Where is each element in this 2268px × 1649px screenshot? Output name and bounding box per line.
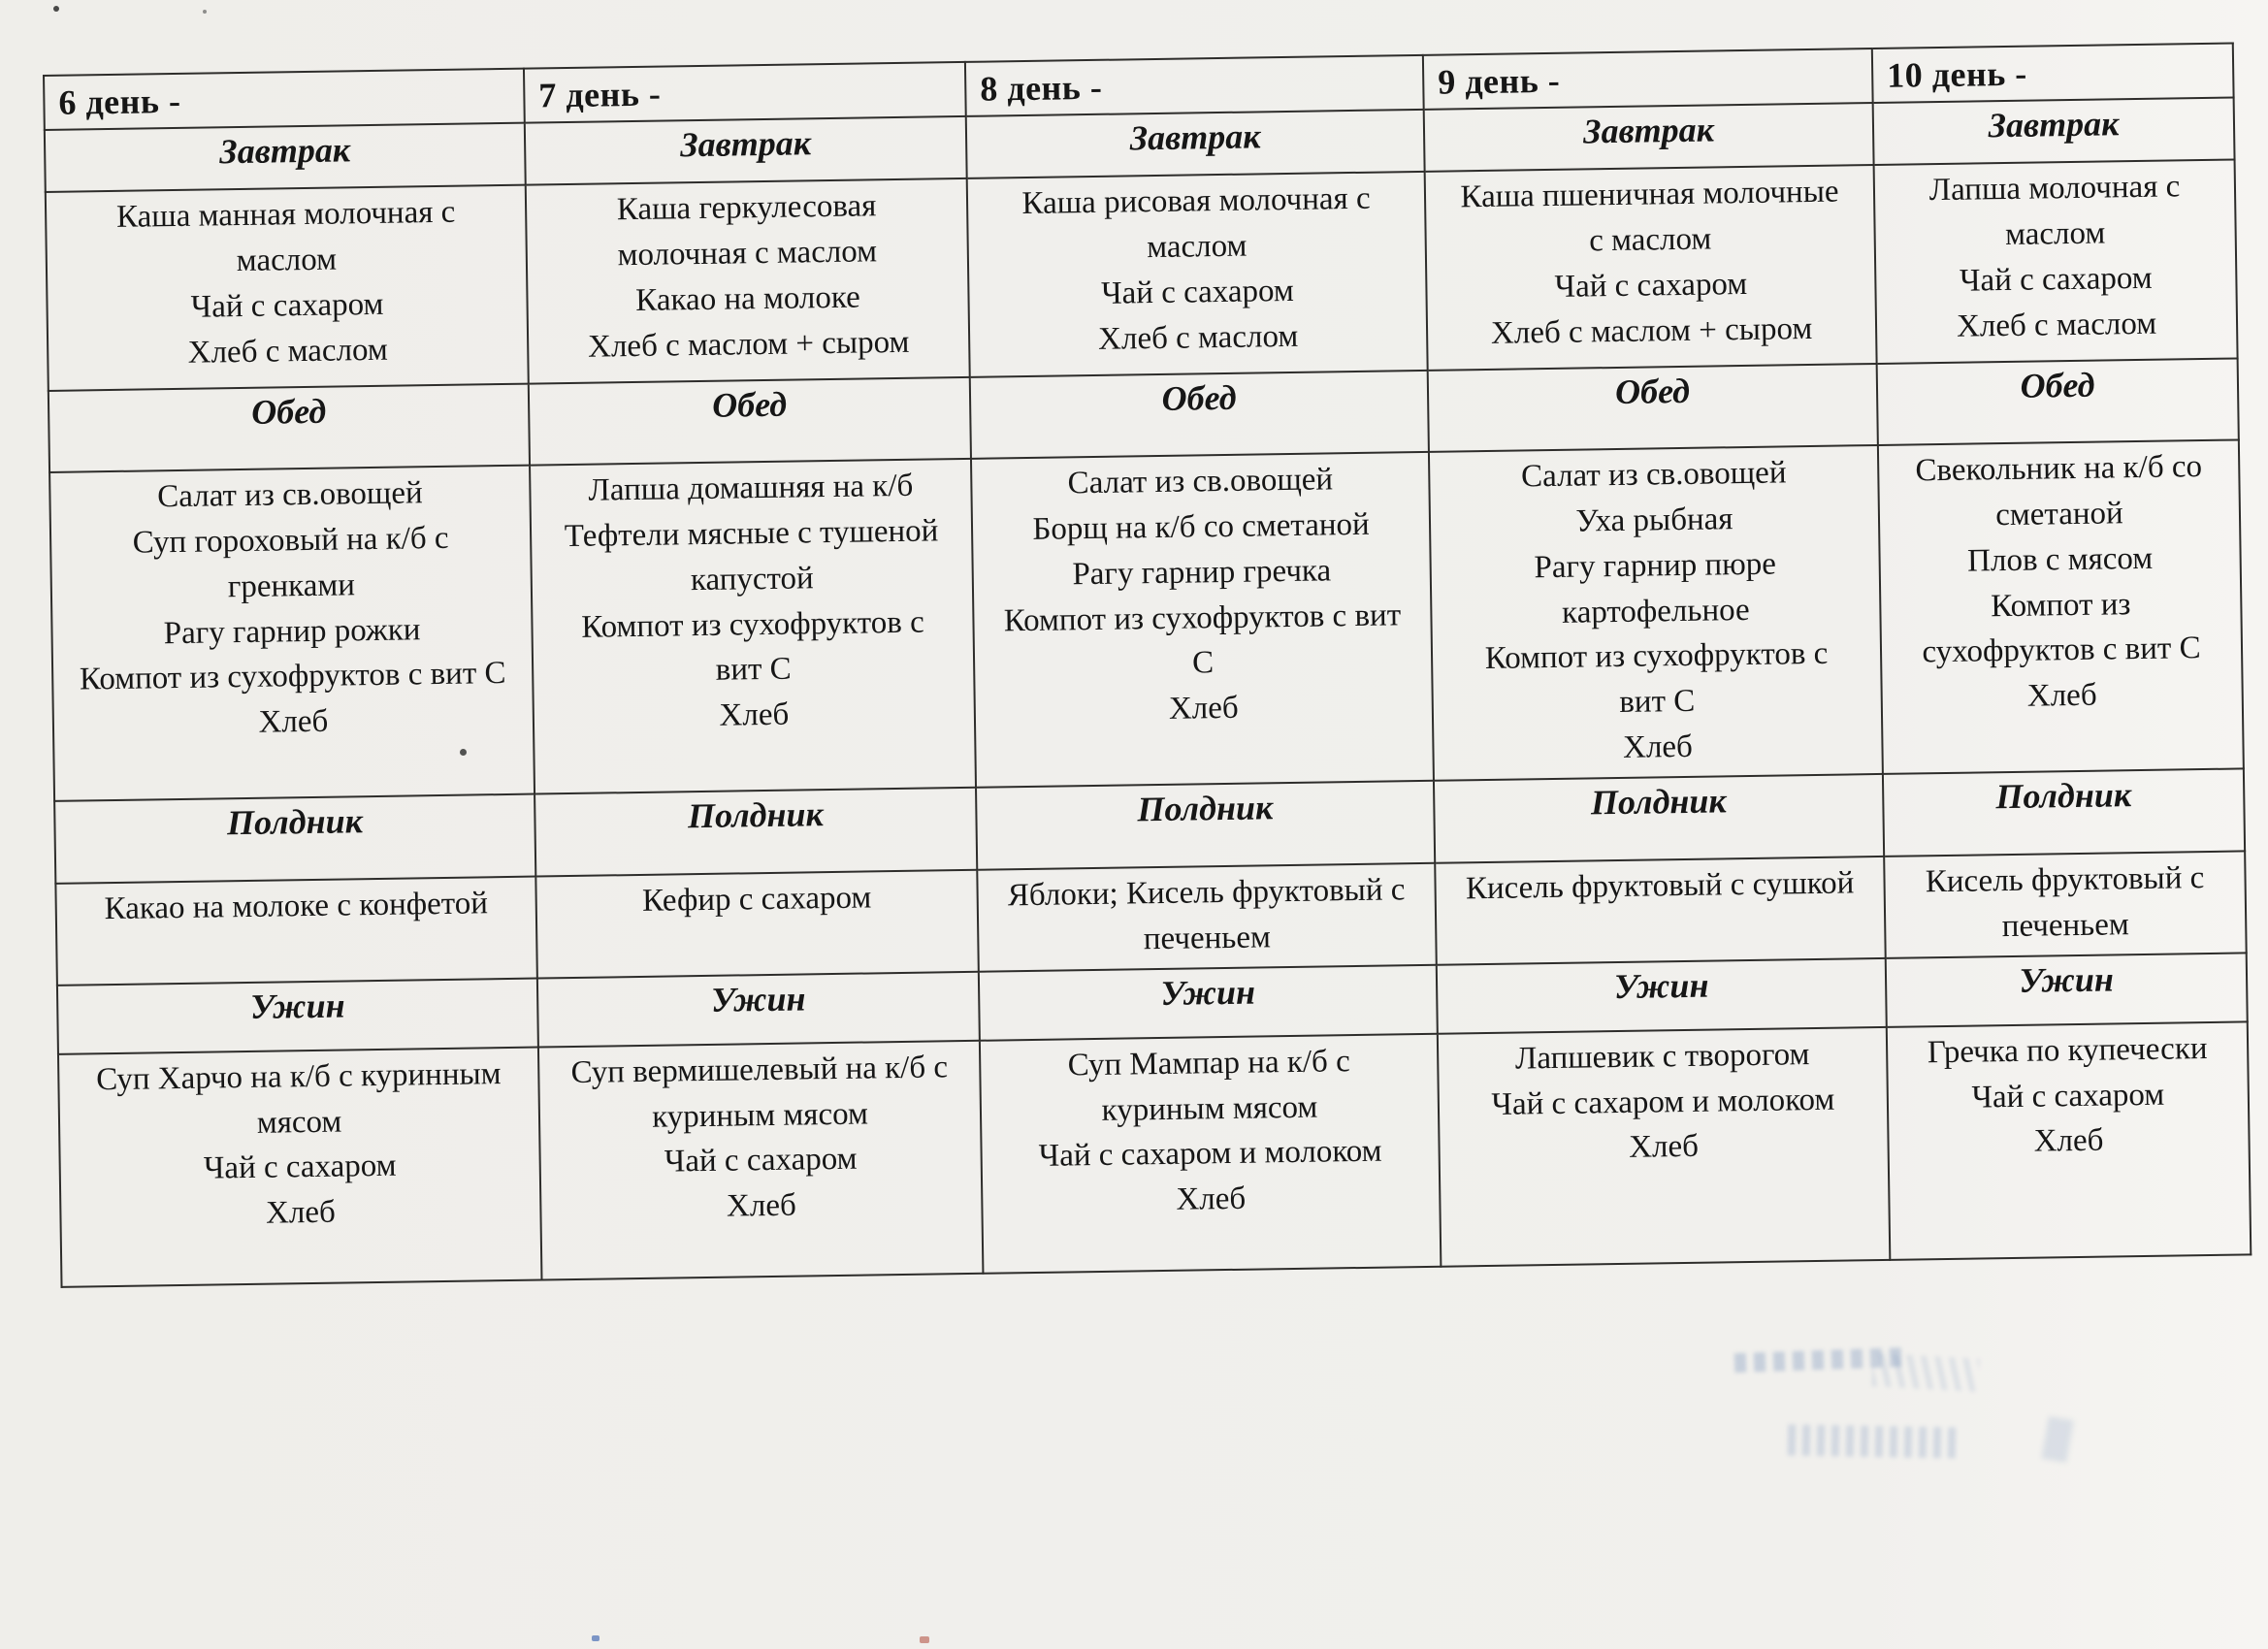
menu-item: Кефир с сахаром xyxy=(641,880,872,919)
day-10-lunch-label: Обед xyxy=(1877,358,2239,445)
day-7-snack-label: Полдник xyxy=(535,788,977,877)
menu-item: Салат из св.овощей xyxy=(157,475,423,515)
day-9-dinner-items xyxy=(1438,1027,1891,1267)
day-7-breakfast-items xyxy=(526,178,970,384)
day-9-title: 9 день - xyxy=(1423,48,1873,110)
day-8-breakfast-label: Завтрак xyxy=(966,110,1425,178)
menu-item: Лапша молочная с маслом xyxy=(1928,169,2181,252)
faded-stamp-mark xyxy=(1871,1353,1980,1392)
menu-item: Хлеб с маслом + сыром xyxy=(587,324,910,365)
menu-item: Каша геркулесовая молочная с маслом xyxy=(616,188,878,274)
menu-item: Гречка по купечески xyxy=(1927,1030,2208,1071)
menu-item: Хлеб xyxy=(1628,1129,1700,1166)
faded-stamp-mark xyxy=(2041,1416,2073,1463)
day-6-snack-items xyxy=(55,877,536,986)
menu-sheet xyxy=(43,42,2252,1287)
scan-speck xyxy=(592,1635,599,1641)
day-9-snack-items xyxy=(1435,857,1886,965)
menu-item: Чай с сахаром xyxy=(1554,266,1748,305)
day-9-dinner-label: Ужин xyxy=(1437,958,1887,1034)
day-7-snack-items xyxy=(535,870,979,978)
day-7-lunch-label: Обед xyxy=(529,377,971,466)
menu-item: Хлеб xyxy=(2033,1123,2104,1160)
menu-item: Чай с сахаром xyxy=(664,1142,858,1180)
menu-item: Суп вермишелевый на к/б с куриным мясом xyxy=(570,1050,949,1135)
menu-item: Салат из св.овощей xyxy=(1520,455,1787,495)
menu-item: Хлеб с маслом xyxy=(1097,318,1299,357)
menu-item: Яблоки; Кисель фруктовый с печеньем xyxy=(1007,872,1406,957)
day-7-breakfast-label: Завтрак xyxy=(525,116,967,185)
scan-speck xyxy=(203,10,207,14)
day-8-title: 8 день - xyxy=(965,55,1424,116)
menu-item: Хлеб xyxy=(258,704,329,741)
day-6-breakfast-label: Завтрак xyxy=(45,123,526,192)
day-10-snack-label: Полдник xyxy=(1883,768,2245,857)
menu-item: Компот из сухофруктов с вит С xyxy=(79,656,506,697)
menu-item: Компот из сухофруктов с вит С xyxy=(1003,597,1402,681)
menu-item: Суп гороховый на к/б с гренками xyxy=(132,520,449,604)
scan-speck xyxy=(920,1636,929,1643)
menu-item: Лапша домашняя на к/б xyxy=(588,468,914,508)
day-6-title: 6 день - xyxy=(44,69,525,130)
menu-item: Хлеб с маслом + сыром xyxy=(1490,310,1813,351)
day-9-breakfast-items xyxy=(1425,165,1877,371)
menu-item: Суп Мампар на к/б с куриным мясом xyxy=(1067,1043,1350,1128)
menu-item: Уха рыбная xyxy=(1575,501,1733,539)
menu-item: Рагу гарнир гречка xyxy=(1072,553,1332,593)
menu-item: Какао на молоке xyxy=(635,279,860,318)
menu-item: Кисель фруктовый с печеньем xyxy=(1925,860,2205,945)
day-7-title: 7 день - xyxy=(524,62,966,123)
day-9-lunch-items xyxy=(1429,445,1883,781)
menu-item: Хлеб xyxy=(265,1194,337,1232)
menu-item: Чай с сахаром xyxy=(190,286,384,325)
day-6-breakfast-items xyxy=(46,185,529,391)
day-10-snack-items xyxy=(1884,851,2247,957)
menu-item: Кисель фруктовый с сушкой xyxy=(1465,865,1855,907)
day-10-dinner-items xyxy=(1887,1021,2252,1259)
day-8-lunch-items xyxy=(971,452,1434,788)
day-10-title: 10 день - xyxy=(1872,44,2234,104)
day-6-dinner-items xyxy=(58,1047,542,1286)
day-6-dinner-label: Ужин xyxy=(57,978,538,1053)
menu-item: Хлеб с маслом xyxy=(1956,306,2157,344)
menu-item: Каша рисовая молочная с маслом xyxy=(1021,180,1371,265)
menu-item: Суп Харчо на к/б с куринным мясом xyxy=(95,1055,502,1141)
menu-table xyxy=(43,42,2252,1287)
menu-item: Тефтели мясные с тушеной капустой xyxy=(564,513,939,598)
menu-item: Рагу гарнир пюре картофельное xyxy=(1534,546,1777,630)
menu-item: Компот из сухофруктов с вит С xyxy=(581,604,924,689)
day-8-lunch-label: Обед xyxy=(970,371,1429,459)
day-8-snack-items xyxy=(977,863,1437,972)
day-10-breakfast-label: Завтрак xyxy=(1873,97,2235,165)
day-10-lunch-items xyxy=(1878,439,2244,773)
menu-item: Чай с сахаром и молоком xyxy=(1491,1082,1835,1122)
day-7-dinner-label: Ужин xyxy=(537,972,980,1048)
day-6-lunch-label: Обед xyxy=(49,384,530,472)
menu-item: Плов с мясом xyxy=(1966,540,2154,579)
menu-item: Чай с сахаром xyxy=(203,1148,397,1187)
day-8-breakfast-items xyxy=(967,172,1428,377)
day-10-dinner-label: Ужин xyxy=(1886,953,2248,1027)
menu-item: Хлеб xyxy=(1622,729,1694,766)
menu-item: Хлеб с маслом xyxy=(187,332,389,371)
day-8-dinner-items xyxy=(980,1034,1442,1274)
menu-item: Лапшевик с творогом xyxy=(1514,1036,1810,1077)
menu-item: Чай с сахаром и молоком xyxy=(1038,1134,1382,1175)
day-9-lunch-label: Обед xyxy=(1428,364,1878,452)
menu-item: Чай с сахаром xyxy=(1971,1077,2165,1116)
breakfast-row xyxy=(46,159,2238,390)
day-6-snack-label: Полдник xyxy=(54,794,535,884)
menu-item: Борщ на к/б со сметаной xyxy=(1032,506,1370,547)
scan-speck xyxy=(460,749,467,756)
menu-item: Рагу гарнир рожки xyxy=(163,611,421,651)
day-7-dinner-items xyxy=(538,1041,984,1280)
faded-stamp-mark xyxy=(1788,1424,1963,1458)
day-9-snack-label: Полдник xyxy=(1434,774,1884,863)
menu-item: Каша пшеничная молочные с маслом xyxy=(1460,174,1839,259)
dinner-row xyxy=(58,1021,2251,1286)
day-8-dinner-label: Ужин xyxy=(979,965,1438,1041)
scan-speck xyxy=(53,6,59,12)
day-9-breakfast-label: Завтрак xyxy=(1424,103,1874,172)
faded-stamp-mark xyxy=(1734,1347,1910,1373)
menu-item: Хлеб xyxy=(1176,1181,1247,1218)
menu-item: Каша манная молочная с маслом xyxy=(115,194,456,278)
lunch-row xyxy=(49,439,2244,800)
menu-item: Какао на молоке с конфетой xyxy=(104,886,489,927)
menu-item: Компот из сухофруктов с вит С xyxy=(1484,636,1829,721)
day-8-snack-label: Полдник xyxy=(976,781,1435,870)
menu-item: Компот из сухофруктов с вит С xyxy=(1922,586,2201,670)
menu-item: Чай с сахаром xyxy=(1100,273,1294,311)
menu-item: Хлеб xyxy=(719,696,790,734)
menu-item: Хлеб xyxy=(2026,677,2097,715)
menu-item: Хлеб xyxy=(1168,691,1239,728)
day-10-breakfast-items xyxy=(1874,159,2238,363)
menu-item: Хлеб xyxy=(726,1187,797,1224)
menu-item: Чай с сахаром xyxy=(1959,260,2153,299)
day-7-lunch-items xyxy=(530,459,976,794)
menu-item: Свекольник на к/б со сметаной xyxy=(1915,449,2203,534)
menu-item: Салат из св.овощей xyxy=(1067,462,1334,501)
